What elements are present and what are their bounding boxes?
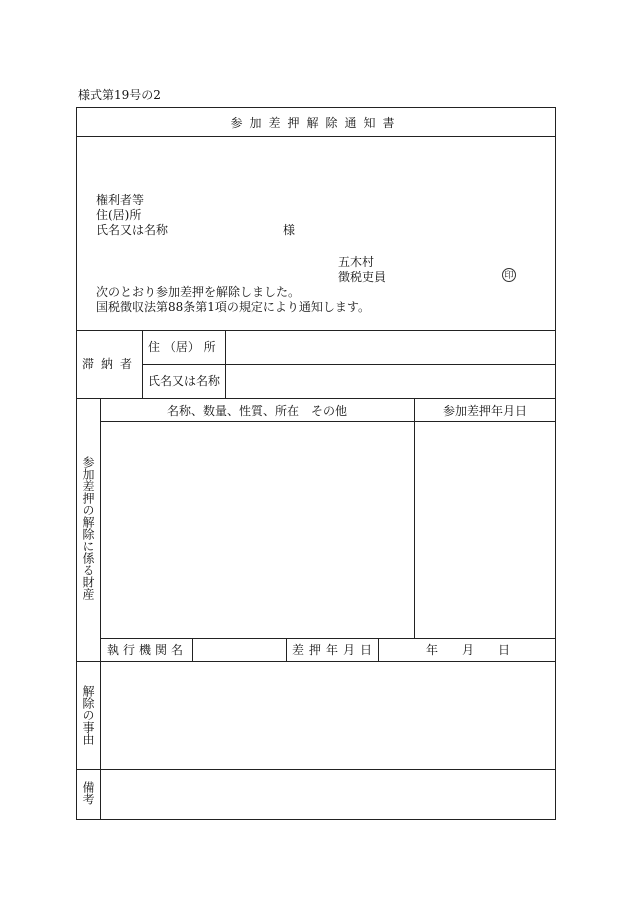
- executing-agency-label: 執行機関名: [107, 643, 188, 657]
- seizure-date-label: 差押年月日: [292, 643, 378, 657]
- property-date-field[interactable]: [415, 422, 555, 638]
- property-description-field[interactable]: [101, 422, 413, 638]
- recipient-honorific: 様: [283, 223, 296, 237]
- delinquent-name-label: 氏名又は名称: [148, 374, 221, 388]
- delinquent-name-field[interactable]: [226, 365, 555, 398]
- divider: [76, 136, 556, 137]
- property-side-label: 参加差押の解除に係る財産: [81, 456, 95, 600]
- divider: [76, 398, 556, 399]
- recipient-label: 権利者等: [96, 193, 145, 207]
- divider: [286, 638, 287, 661]
- recipient-address-label: 住(居)所: [96, 208, 142, 222]
- divider: [378, 638, 379, 661]
- remarks-field[interactable]: [101, 770, 555, 819]
- delinquent-address-label: 住 （居） 所: [148, 340, 216, 354]
- seizure-date-value: 年 月 日: [426, 643, 511, 657]
- recipient-name-label: 氏名又は名称: [96, 223, 169, 237]
- column-header-date: 参加差押年月日: [442, 404, 527, 418]
- notice-line-1: 次のとおり参加差押を解除しました。: [96, 285, 301, 299]
- column-header-description: 名称、数量、性質、所在 その他: [166, 404, 347, 418]
- seal-icon: 印: [502, 268, 516, 282]
- delinquent-label: 滞納者: [82, 357, 140, 371]
- reason-label: 解除の事由: [81, 685, 95, 745]
- reason-field[interactable]: [101, 662, 555, 768]
- notice-line-2: 国税徴収法第88条第1項の規定により通知します。: [96, 300, 370, 314]
- issuer-officer: 徴税吏員: [338, 270, 387, 284]
- delinquent-address-field[interactable]: [226, 331, 555, 364]
- form-number: 様式第19号の2: [78, 88, 161, 102]
- divider: [100, 638, 556, 639]
- form-title: 参加差押解除通知書: [230, 116, 402, 130]
- remarks-label: 備考: [81, 781, 95, 805]
- executing-agency-field[interactable]: [193, 639, 285, 661]
- issuer-municipality: 五木村: [338, 255, 375, 269]
